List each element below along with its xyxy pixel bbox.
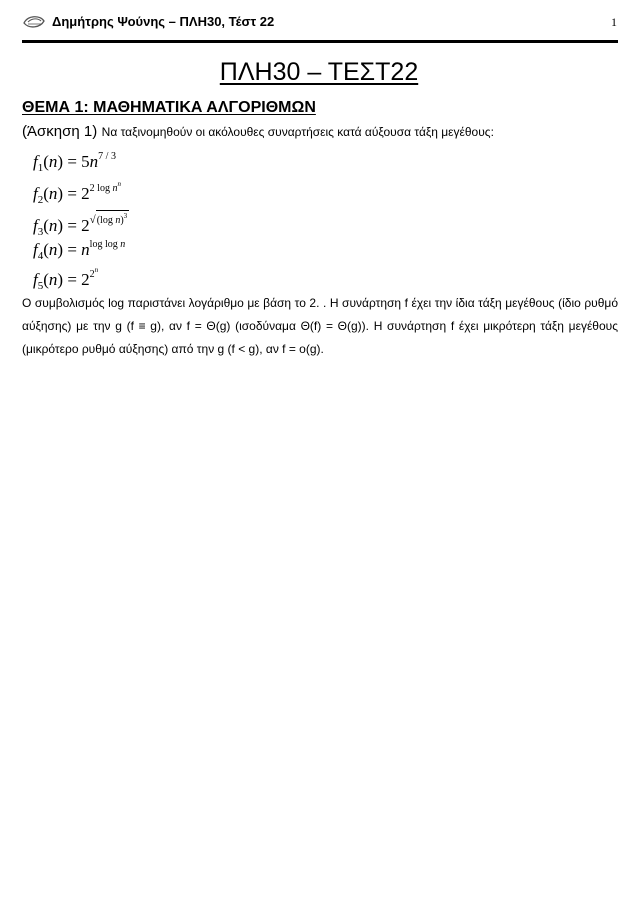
formula-f2: $f_2(n) = 2^{2 log n^n}$ bbox=[33, 180, 121, 206]
formula-f3: $f_3(n) = 2^{√(log n)^3}$ bbox=[33, 212, 128, 238]
paragraph-text: Ο συμβολισμός log παριστάνει λογάριθμο με βάση το 2. . Η συνάρτηση f έχει την ίδια τάξη μεγέθους (ίδιο ρυθμό αύξησης) με την g (f ≡ g), αν f = Θ(g) (ισοδύναμα Θ(f) = Θ(g)). Η συνάρτηση f έχει μικρότερη τάξη μεγέθους (μικρότερο ρυθμό αύξησης) από την g (f < g), αν f = o(g). bbox=[22, 296, 618, 356]
page-header bbox=[22, 11, 617, 33]
logo-icon bbox=[22, 13, 46, 31]
formula-f4: $f_4(n) = n^{log log n}$ bbox=[33, 239, 126, 262]
exercise-text: Να ταξινομηθούν οι ακόλουθες συναρτήσεις κατά αύξουσα τάξη μεγέθους: bbox=[101, 125, 494, 139]
header-rule bbox=[22, 40, 618, 43]
section-heading: ΘΕΜΑ 1: ΜΑΘΗΜΑΤΙΚΑ ΑΛΓΟΡΙΘΜΩΝ bbox=[22, 99, 316, 116]
formula-f5: $f_5(n) = 2^{2^n}$ bbox=[33, 266, 99, 292]
definition-paragraph bbox=[22, 292, 618, 361]
page-number: 1 bbox=[611, 15, 617, 29]
header-title: Δημήτρης Ψούνης – ΠΛΗ30, Τέστ 22 bbox=[52, 14, 275, 29]
formula-f1: $f_1(n) = 5n^{7 / 3}$ bbox=[33, 151, 116, 174]
exercise-statement bbox=[22, 123, 494, 141]
document-title: ΠΛΗ30 – ΤΕΣΤ22 bbox=[219, 58, 419, 86]
exercise-label: (Άσκηση 1) bbox=[22, 123, 98, 140]
